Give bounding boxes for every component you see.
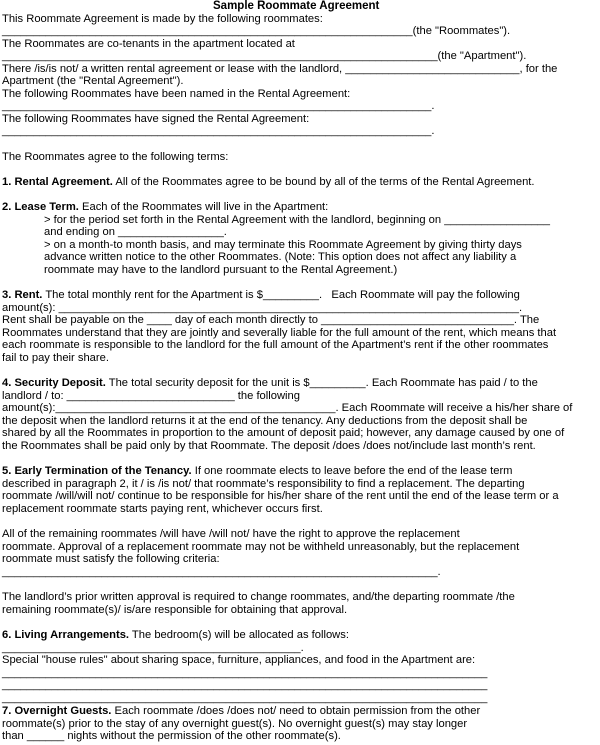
section-4-line: the Roommates shall be paid only by that Roommate. The deposit /does /does not/include last month’s rent. (2, 440, 536, 452)
intro-line: _____________________________________________________________________. (2, 125, 435, 137)
intro-line: The Roommates agree to the following terms: (2, 151, 229, 163)
section-heading: 6. Living Arrangements. (2, 629, 130, 641)
section-4-line: amount(s):_____________________________________________. Each Roommate will receive a his/her share of (2, 402, 573, 414)
section-1 (2, 176, 535, 189)
section-5-line: roommate. Approval of a replacement roommate may not be withheld unreasonably, but the replacement (2, 541, 520, 553)
section-5-line (2, 465, 513, 478)
section-3-line: amount(s): __________________________________________________________________________. (2, 302, 523, 314)
section-4-line: shared by all the Roommates in proportion to the amount of deposit paid; however, any damage caused by one of (2, 427, 565, 439)
section-heading: 2. Lease Term. (2, 201, 79, 213)
section-5-line: remaining roommate(s)/ is/are responsible for obtaining that approval. (2, 604, 348, 616)
section-5-line: ______________________________________________________________________. (2, 566, 441, 578)
section-text: If one roommate elects to leave before the end of the lease term (191, 465, 513, 477)
section-2-line: > on a month-to month basis, and may terminate this Roommate Agreement by giving thirty days (44, 239, 522, 251)
section-7-line: roommate(s) prior to the stay of any overnight guest(s). No overnight guest(s) may stay longer (2, 718, 468, 730)
intro-line: This Roommate Agreement is made by the following roommates: (2, 13, 323, 25)
intro-line: The following Roommates have been named in the Rental Agreement: (2, 88, 351, 100)
section-heading: 3. Rent. (2, 289, 43, 301)
section-3-line: each roommate is responsible to the landlord for the full amount of the Apartment’s rent if the other roommates (2, 339, 549, 351)
section-3-line: Rent shall be payable on the ____ day of each month directly to _______________________________. The (2, 314, 540, 326)
section-4-line: the deposit when the landlord returns it at the end of the tenancy. Any deductions from the deposit shall be (2, 415, 528, 427)
section-text: The total security deposit for the unit is $_________. Each Roommate has paid / to the (105, 377, 538, 389)
section-6-line: Special "house rules" about sharing space, furniture, appliances, and food in the Apartment are: (2, 654, 476, 666)
section-5-line: All of the remaining roommates /will have /will not/ have the right to approve the replacement (2, 528, 460, 540)
section-text: The bedroom(s) will be allocated as follows: (129, 629, 349, 641)
section-5-line: The landlord’s prior written approval is required to change roommates, and/the departing roommate /the (2, 591, 515, 603)
section-2-line: roommate may have to the landlord pursuant to the Rental Agreement.) (44, 264, 398, 276)
intro-line: The Roommates are co-tenants in the apartment located at (2, 38, 295, 50)
section-5-line: described in paragraph 2, it / is /is not/ that roommate’s responsibility to find a replacement. The departing (2, 478, 525, 490)
section-text: Each roommate /does /does not/ need to obtain permission from the other (111, 705, 481, 717)
section-6-line (2, 629, 349, 642)
section-3-line (2, 289, 520, 302)
intro-line: The following Roommates have signed the Rental Agreement: (2, 113, 310, 125)
section-5-line: replacement roommate starts paying rent, whichever occurs first. (2, 503, 323, 515)
intro-line: __________________________________________________________________(the "Roommates"). (2, 25, 511, 37)
intro-line: There /is/is not/ a written rental agreement or lease with the landlord, ____________________________, for the (2, 63, 558, 75)
section-6-line: ______________________________________________________________________________ (2, 679, 488, 691)
section-text: All of the Roommates agree to be bound by all of the terms of the Rental Agreement. (112, 176, 535, 188)
section-2-line: > for the period set forth in the Rental Agreement with the landlord, beginning on _________________ (44, 214, 550, 226)
section-heading: 5. Early Termination of the Tenancy. (2, 465, 192, 477)
intro-line: ______________________________________________________________________(the "Apartment"). (2, 50, 527, 62)
section-heading: 7. Overnight Guests. (2, 705, 112, 717)
section-heading: 1. Rental Agreement. (2, 176, 113, 188)
section-2-line: and ending on _________________. (44, 226, 227, 238)
intro-line: Apartment (the "Rental Agreement"). (2, 75, 184, 87)
section-4-line (2, 377, 538, 390)
section-6-line: ______________________________________________________________________________ (2, 692, 488, 704)
section-text: The total monthly rent for the Apartment is $_________. Each Roommate will pay the following (42, 289, 520, 301)
section-3-line: fail to pay their share. (2, 352, 109, 364)
section-6-line: ________________________________________________. (2, 642, 304, 654)
section-7-line: than ______ nights without the permission of the other roommate(s). (2, 730, 341, 742)
section-heading: 4. Security Deposit. (2, 377, 106, 389)
section-2-line: advance written notice to the other Roommates. (Note: This option does not affect any liability a (44, 251, 517, 263)
section-4-line: landlord / to: ___________________________ the following (2, 390, 300, 402)
section-5-line: roommate /will/will not/ continue to be responsible for his/her share of the rent until the end of the lease term or a (2, 490, 559, 502)
section-text: Each of the Roommates will live in the Apartment: (78, 201, 329, 213)
section-5-line: roommate must satisfy the following criteria: (2, 553, 220, 565)
section-3-line: Roommates understand that they are jointly and severally liable for the full amount of the rent, which means that (2, 327, 557, 339)
section-2-line (2, 201, 328, 214)
section-7-line (2, 705, 480, 718)
intro-line: _____________________________________________________________________. (2, 100, 435, 112)
section-6-line: ______________________________________________________________________________ (2, 667, 488, 679)
document-title: Sample Roommate Agreement (213, 0, 380, 12)
